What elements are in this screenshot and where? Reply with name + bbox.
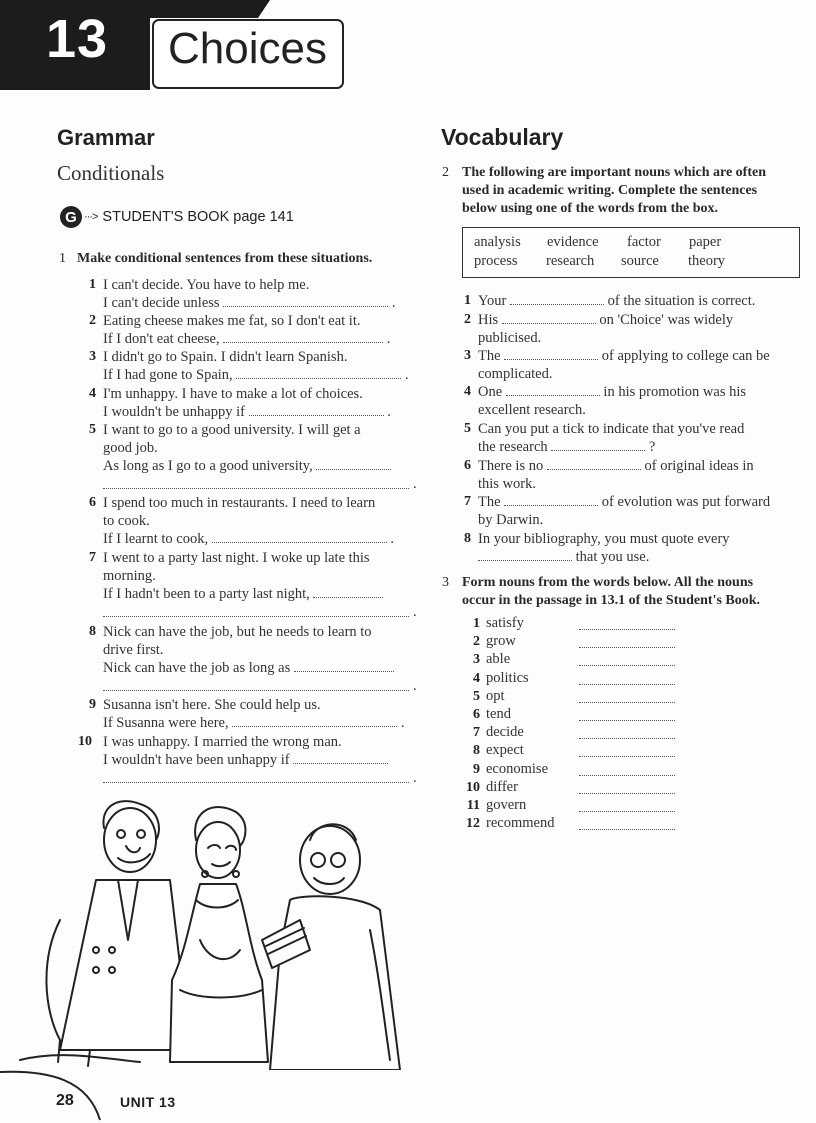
base-word: tend xyxy=(486,706,511,722)
item-number: 3 xyxy=(464,348,471,363)
base-word: grow xyxy=(486,633,516,650)
item-number: 6 xyxy=(89,495,96,510)
sentence-line: I wouldn't be unhappy if . xyxy=(103,404,391,420)
sentence-line: I wouldn't have been unhappy if xyxy=(103,751,388,769)
item-number: 7 xyxy=(89,550,96,565)
sentence-line: I was unhappy. I married the wrong man. xyxy=(103,734,342,750)
sentence-line: Nick can have the job, but he needs to learn to xyxy=(103,624,372,640)
base-word: expect xyxy=(486,742,524,759)
base-word: satisfy xyxy=(486,615,524,631)
sentence-line: Your of the situation is correct. xyxy=(478,293,756,309)
answer-line xyxy=(103,781,409,783)
item-number: 7 xyxy=(473,725,480,741)
unit-title: Choices xyxy=(168,24,327,73)
item-number: 5 xyxy=(89,422,96,437)
reference-text: STUDENT'S BOOK page 141 xyxy=(102,209,294,225)
sentence-line: drive first. xyxy=(103,642,164,658)
wedding-cartoon-illustration xyxy=(0,800,420,1070)
base-word: politics xyxy=(486,669,529,686)
sentence-line: I want to go to a good university. I will get a xyxy=(103,422,361,438)
answer-line xyxy=(103,615,409,617)
item-number: 10 xyxy=(78,734,92,749)
sentence-line: In your bibliography, you must quote every xyxy=(478,531,730,547)
item-number: 8 xyxy=(464,531,471,546)
sentence-line: If I learnt to cook, . xyxy=(103,531,394,547)
item-number: 7 xyxy=(464,494,471,509)
item-number: 4 xyxy=(89,386,96,401)
answer-line xyxy=(579,828,675,830)
sentence-line: good job. xyxy=(103,440,158,456)
sentence-line: If I don't eat cheese, . xyxy=(103,331,391,347)
sentence-line: Eating cheese makes me fat, so I don't eat it. xyxy=(103,313,361,329)
sentence-line: that you use. xyxy=(478,548,649,566)
sentence-line: I spend too much in restaurants. I need to learn xyxy=(103,495,376,511)
sentence-line: As long as I go to a good university, xyxy=(103,457,391,475)
item-number: 3 xyxy=(473,652,480,668)
period: . xyxy=(413,476,417,492)
sentence-line: I went to a party last night. I woke up late this xyxy=(103,550,370,566)
answer-line xyxy=(579,628,675,630)
box-word: theory xyxy=(688,253,726,269)
period: . xyxy=(413,678,417,694)
answer-line xyxy=(579,664,675,666)
answer-line xyxy=(579,755,675,757)
exercise-1-instruction: 1 Make conditional sentences from these situations. xyxy=(59,251,373,266)
answer-line xyxy=(579,683,675,685)
item-number: 4 xyxy=(473,670,480,686)
answer-line xyxy=(103,487,409,489)
sentence-line: I didn't go to Spain. I didn't learn Spanish. xyxy=(103,349,348,365)
box-word: source xyxy=(621,253,659,269)
answer-line xyxy=(579,810,675,812)
vocabulary-heading: Vocabulary xyxy=(441,124,564,150)
base-word: decide xyxy=(486,724,524,741)
sentence-line: His on 'Choice' was widely xyxy=(478,312,734,328)
exercise-number: 3 xyxy=(442,575,449,590)
sentence-line: One in his promotion was his xyxy=(478,384,747,400)
box-word: evidence xyxy=(547,234,599,250)
item-number: 1 xyxy=(473,616,480,631)
sentence-line: Susanna isn't here. She could help us. xyxy=(103,697,321,713)
exercise-2-instruction: 2 The following are important nouns which are often used in academic writing. Complete the sentences below using one of the words from the box. xyxy=(442,165,766,216)
sentence-line: If I had gone to Spain, . xyxy=(103,367,409,383)
item-number: 5 xyxy=(464,421,471,436)
sentence-line: this work. xyxy=(478,476,536,492)
answer-line xyxy=(103,689,409,691)
sentence-line: Can you put a tick to indicate that you've read xyxy=(478,421,745,437)
item-number: 3 xyxy=(89,349,96,364)
item-number: 2 xyxy=(473,634,480,650)
item-number: 6 xyxy=(464,458,471,473)
sentence-line: If Susanna were here, . xyxy=(103,715,405,731)
unit-label: UNIT 13 xyxy=(120,1094,176,1110)
sentence-line: I can't decide. You have to help me. xyxy=(103,277,310,293)
page-number: 28 xyxy=(56,1092,74,1109)
sentence-line: excellent research. xyxy=(478,402,586,418)
item-number: 12 xyxy=(466,816,480,832)
sentence-line: publicised. xyxy=(478,330,542,346)
item-number: 2 xyxy=(89,313,96,328)
grammar-g-icon: G xyxy=(60,206,82,228)
item-number: 8 xyxy=(89,624,96,639)
sentence-line: Nick can have the job as long as xyxy=(103,659,394,677)
item-number: 11 xyxy=(466,798,480,813)
item-number: 9 xyxy=(473,761,480,777)
answer-line xyxy=(579,701,675,703)
box-word: research xyxy=(546,253,595,269)
sentence-line: If I hadn't been to a party last night, xyxy=(103,585,383,603)
item-number: 5 xyxy=(473,688,480,704)
period: . xyxy=(413,604,417,620)
sentence-line: morning. xyxy=(103,568,156,584)
sentence-line: I'm unhappy. I have to make a lot of choices. xyxy=(103,386,363,402)
item-number: 9 xyxy=(89,697,96,712)
base-word: govern xyxy=(486,797,527,813)
box-word: factor xyxy=(627,234,661,250)
box-word: analysis xyxy=(474,234,521,250)
answer-line xyxy=(579,737,675,739)
sentence-line: to cook. xyxy=(103,513,150,529)
grammar-heading: Grammar xyxy=(57,125,155,150)
sentence-line: complicated. xyxy=(478,366,553,382)
sentence-line: The of evolution was put forward xyxy=(478,494,771,510)
item-number: 6 xyxy=(473,707,480,722)
item-number: 2 xyxy=(464,312,471,327)
exercise-number: 2 xyxy=(442,165,449,180)
box-word: process xyxy=(474,253,518,269)
arrow-icon: ···> xyxy=(84,211,98,223)
unit-number: 13 xyxy=(46,9,109,69)
sentence-line: the research ? xyxy=(478,439,656,455)
students-book-reference xyxy=(60,206,294,228)
item-number: 1 xyxy=(89,277,96,292)
answer-line xyxy=(579,646,675,648)
exercise-number: 1 xyxy=(59,251,66,266)
sentence-line: by Darwin. xyxy=(478,512,544,528)
item-number: 10 xyxy=(466,779,480,795)
item-number: 1 xyxy=(464,293,471,308)
base-word: economise xyxy=(486,760,549,777)
answer-line xyxy=(579,774,675,776)
answer-line xyxy=(579,792,675,794)
base-word: differ xyxy=(486,778,518,795)
sentence-line: I can't decide unless . xyxy=(103,295,396,311)
base-word: opt xyxy=(486,687,505,704)
item-number: 8 xyxy=(473,743,480,759)
base-word: able xyxy=(486,651,511,668)
box-word: paper xyxy=(689,234,722,250)
grammar-subheading: Conditionals xyxy=(57,161,165,185)
period: . xyxy=(413,770,417,786)
exercise-3-instruction: 3 Form nouns from the words below. All the nouns occur in the passage in 13.1 of the Student's Book. xyxy=(442,575,761,608)
sentence-line: There is no of original ideas in xyxy=(478,458,754,474)
item-number: 4 xyxy=(464,384,471,399)
answer-line xyxy=(579,719,675,721)
base-word: recommend xyxy=(486,815,555,832)
sentence-line: The of applying to college can be xyxy=(478,348,770,364)
